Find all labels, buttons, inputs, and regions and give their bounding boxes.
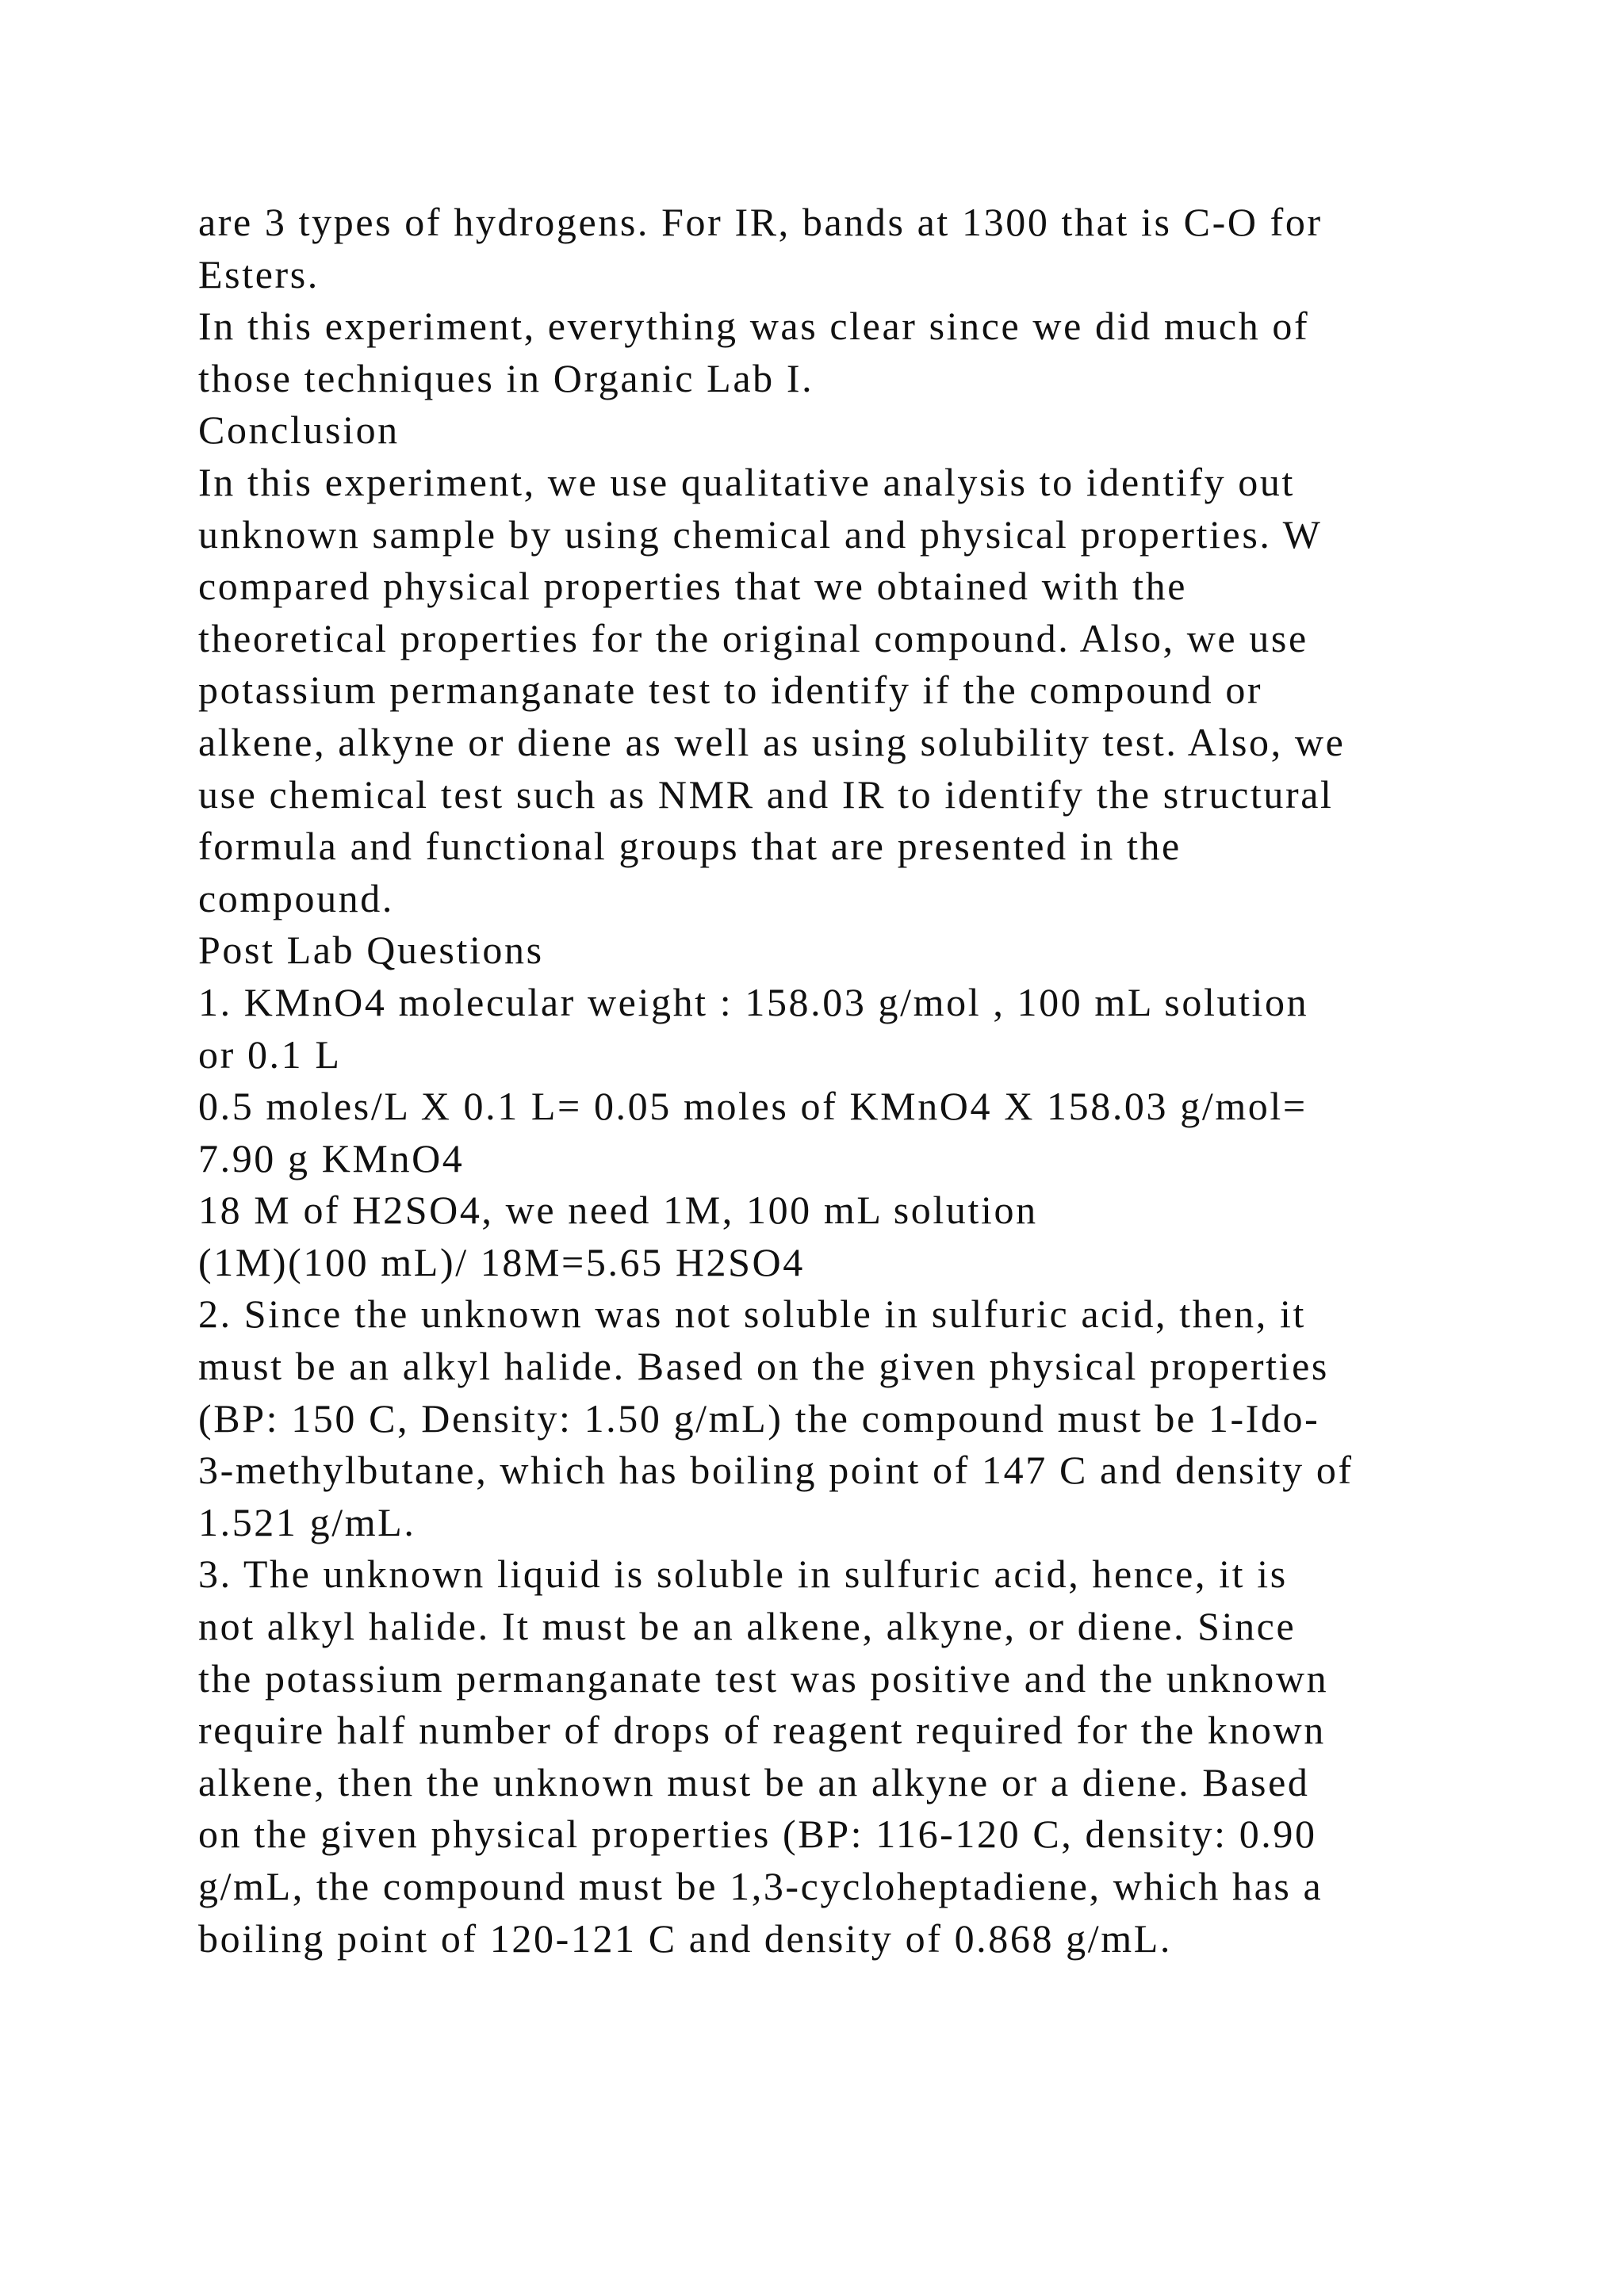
text-line: 3. The unknown liquid is soluble in sulfuric acid, hence, it is <box>198 1552 1288 1597</box>
text-line: Esters. <box>198 251 320 297</box>
text-line: 18 M of H2SO4, we need 1M, 100 mL solution <box>198 1188 1038 1233</box>
document-page <box>198 197 1515 1965</box>
text-line: In this experiment, everything was clear since we did much of <box>198 304 1310 349</box>
text-line: g/mL, the compound must be 1,3-cycloheptadiene, which has a <box>198 1864 1323 1908</box>
text-line: 0.5 moles/L X 0.1 L= 0.05 moles of KMnO4 X 158.03 g/mol= <box>198 1084 1308 1129</box>
text-line: or 0.1 L <box>198 1031 342 1077</box>
text-line: on the given physical properties (BP: 116-120 C, density: 0.90 <box>198 1812 1317 1857</box>
text-line: alkene, then the unknown must be an alkyne or a diene. Based <box>198 1759 1310 1804</box>
text-line: 1.521 g/mL. <box>198 1499 416 1544</box>
text-line: 3-methylbutane, which has boiling point of 147 C and density of <box>198 1448 1354 1493</box>
text-line: In this experiment, we use qualitative analysis to identify out <box>198 459 1295 504</box>
text-line: use chemical test such as NMR and IR to identify the structural <box>198 771 1334 817</box>
text-line: unknown sample by using chemical and physical properties. W <box>198 511 1323 557</box>
text-line: the potassium permanganate test was positive and the unknown <box>198 1655 1329 1701</box>
text-line: boiling point of 120-121 C and density of 0.868 g/mL. <box>198 1915 1173 1961</box>
text-line: must be an alkyl halide. Based on the given physical properties <box>198 1344 1329 1389</box>
text-line: 2. Since the unknown was not soluble in sulfuric acid, then, it <box>198 1292 1306 1337</box>
text-line: require half number of drops of reagent required for the known <box>198 1708 1326 1753</box>
text-line: potassium permanganate test to identify if the compound or <box>198 668 1263 713</box>
text-line: 7.90 g KMnO4 <box>198 1135 465 1181</box>
section-heading-post-lab-questions: Post Lab Questions <box>198 928 544 973</box>
text-line: are 3 types of hydrogens. For IR, bands at 1300 that is C-O for <box>198 200 1323 244</box>
text-line: theoretical properties for the original compound. Also, we use <box>198 615 1308 660</box>
text-line: those techniques in Organic Lab I. <box>198 355 814 400</box>
text-line: (BP: 150 C, Density: 1.50 g/mL) the compound must be 1-Ido- <box>198 1395 1320 1441</box>
text-line: not alkyl halide. It must be an alkene, alkyne, or diene. Since <box>198 1604 1297 1649</box>
text-line: alkene, alkyne or diene as well as using solubility test. Also, we <box>198 719 1346 764</box>
section-heading-conclusion: Conclusion <box>198 408 400 453</box>
text-line: compound. <box>198 875 394 920</box>
text-line: formula and functional groups that are presented in the <box>198 824 1182 869</box>
text-line: compared physical properties that we obtained with the <box>198 564 1187 609</box>
text-line: (1M)(100 mL)/ 18M=5.65 H2SO4 <box>198 1239 805 1284</box>
text-line: 1. KMnO4 molecular weight : 158.03 g/mol , 100 mL solution <box>198 979 1309 1024</box>
